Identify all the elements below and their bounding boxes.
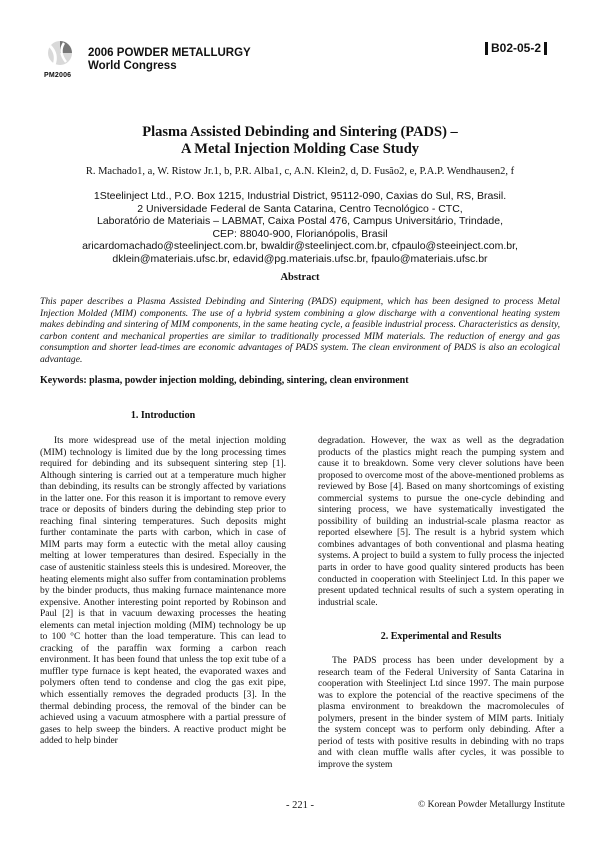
conference-line2: World Congress [88, 60, 177, 72]
paper-code-label: B02-05-2 [491, 41, 542, 55]
paper-title [40, 124, 560, 158]
page-number: - 221 - [286, 800, 314, 811]
abstract-heading: Abstract [280, 272, 320, 283]
experimental-paragraph: The PADS process has been under development by a research team of the Federal University of Santa Catarina in cooperation with Steelinject Ltd since 1997. The main purpose was to explore the potencial of the reactive specimens of the plasma environment to breakdown the macromolecules of polymers, present in the binder system of MIM parts. Initialy the system concept was to perform only debinding. After a period of tests with positive results in debinding with no traps and with clean muffle walls after cycles, it was possible to improve the system [318, 656, 564, 770]
email-line: aricardomachado@steelinject.com.br, bwaldir@steelinject.com.br, cfpaulo@steeinject.com.br, [82, 240, 518, 253]
pm2006-logo-icon [46, 40, 74, 70]
affiliation-line: Laboratório de Materiais – LABMAT, Caixa Postal 476, Campus Universitário, Trindade, [97, 215, 503, 228]
title-line1: Plasma Assisted Debinding and Sintering (PADS) – [142, 124, 458, 140]
logo-text: PM2006 [44, 72, 72, 79]
section-heading-experimental: 2. Experimental and Results [380, 631, 502, 642]
affiliation-line: 1Steelinject Ltd., P.O. Box 1215, Industrial District, 95112-090, Caxias do Sul, RS, Brasil. [93, 190, 507, 202]
authors: R. Machado1, a, W. Ristow Jr.1, b, P.R. Alba1, c, A.N. Klein2, d, D. Fusão2, e, P.A.P. Wendhausen2, f [85, 166, 515, 177]
title-line2: A Metal Injection Molding Case Study [180, 141, 420, 157]
introduction-continuation: degradation. However, the wax as well as the degradation products of the plastics might reach the pumping system and cause it to breakdown. Some very clever solutions have been proposed to overcome most of the above-mentioned problems as reviewed by Bose [4]. Based on many shortcomings of existing commercial systems to pursue the one-cycle debinding and sintering process, we have systematically investigated the possibility of building an industrial-scale plasma reactor as reported elsewhere [5]. The result is a hybrid system which combines advantages of both conventional and plasma heating systems. A project to build a system to fully process the injected parts in order to have good quality sintered products has been conducted in cooperation with Steelinject Ltd. In this paper we present updated technical results of such a system operating in industrial scale. [318, 436, 564, 608]
copyright-notice: © Korean Powder Metallurgy Institute [418, 800, 565, 810]
conference-name [88, 47, 251, 73]
experimental-column [318, 656, 564, 771]
abstract-text: This paper describes a Plasma Assisted Debinding and Sintering (PADS) equipment, which has been designed to process Metal Injection Molded (MIM) components. The use of a hybrid system combining a glow discharge with a conventional heating system makes debinding and sintering of MIM components, in the same heating cycle, a feasible industrial process. Characteristics as density, carbon content and mechanical properties are similar to traditionally processed MIM materials. The reduction of energy and gas consumption and shorter lead-times are economic advantages of PADS system. The clean environment of PADS is also an ecological advantage. [40, 296, 560, 365]
affiliations [40, 190, 560, 266]
affiliation-line: CEP: 88040-900, Florianópolis, Brasil [212, 227, 388, 240]
paper-code [485, 41, 547, 55]
introduction-right-column [318, 436, 564, 609]
conference-line1: 2006 POWDER METALLURGY [88, 47, 251, 59]
code-right-bar [544, 42, 547, 55]
introduction-paragraph: Its more widespread use of the metal injection molding (MIM) technology is limited due by the long processing times required for debinding and its subsequent sintering step [1]. Although sintering is carried out at a temperature much higher than debinding, its results can be strongly affected by variations in the latter one. For this reason it is important to remove every trace or deposits of binders during the debinding step prior to reaching final sintering temperatures. Such deposits might further contaminate the parts with carbon, which in case of MIM parts may form a eutectic with the metal alloy causing melting at lower temperatures than desired. Especially in the case of austenitic stainless steels this is undesired. Moreover, the heating elements might also suffer from contamination problems by the binder products, thus making furnace maintenance more expensive. Another interesting point reported by Robinson and Paul [2] is that in vacuum dewaxing processes the heating elements can metal injection molding (MIM) technology be up to 100 °C hotter than the load temperature. This can lead to cracking of the paraffin wax forming a carbon reach environment. It has been found that unless the top exit tube of a muffler type furnace is kept heated, the evaporated waxes and polymers often tend to condense and clog the gas exit pipe, which essentially removes the degraded products [3]. In the thermal debinding process, the removal of the binder can be achieved using a vacuum atmosphere with a partial pressure of gases to help sweep the binders. A reactive product might be added to help binder [40, 436, 286, 747]
keywords: Keywords: plasma, powder injection molding, debinding, sintering, clean environment [40, 375, 409, 386]
code-left-bar [485, 42, 488, 55]
email-line: dklein@materiais.ufsc.br, edavid@pg.materiais.ufsc.br, fpaulo@materiais.ufsc.br [112, 252, 488, 265]
affiliation-line: 2 Universidade Federal de Santa Catarina, Centro Tecnológico - CTC, [137, 202, 463, 215]
section-heading-introduction: 1. Introduction [130, 410, 196, 421]
introduction-left-column [40, 436, 286, 748]
